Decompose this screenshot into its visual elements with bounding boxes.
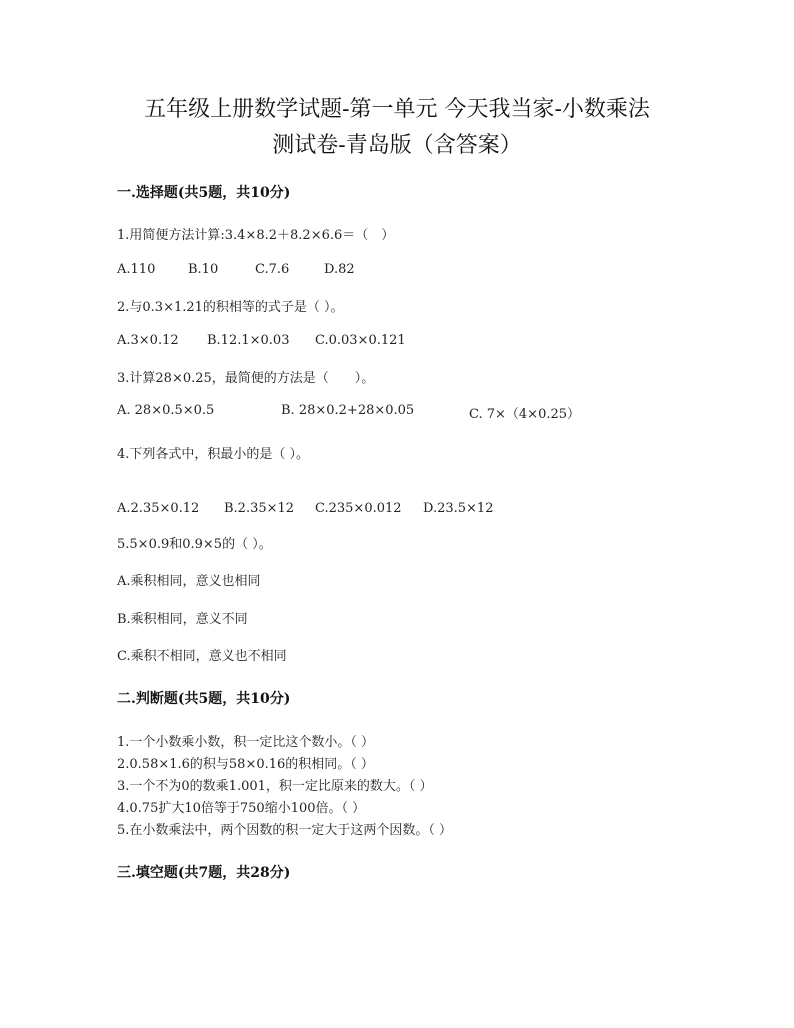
option-b: B. 28×0.2+28×0.05: [281, 403, 415, 418]
question-3-options: [117, 403, 580, 422]
question-5-option-b: B.乘积相同，意义不同: [117, 612, 248, 627]
option-b: B.12.1×0.03: [207, 333, 290, 348]
judgement-item-4: 4.0.75扩大10倍等于750缩小100倍。（ ）: [117, 801, 366, 816]
question-3: 3.计算28×0.25，最简便的方法是（ ）。: [117, 371, 375, 386]
option-a: A.110: [117, 262, 156, 277]
option-b: B.2.35×12: [224, 501, 295, 516]
section-heading-judgement: 二.判断题(共5题，共10分): [117, 691, 291, 707]
option-c: C. 7×（4×0.25）: [469, 407, 581, 422]
question-2: 2.与0.3×1.21的积相等的式子是（ ）。: [117, 300, 344, 315]
document-title-line-1: 五年级上册数学试题-第一单元 今天我当家-小数乘法: [144, 97, 650, 122]
question-1: 1.用简便方法计算:3.4×8.2＋8.2×6.6＝（ ）: [117, 228, 395, 243]
section-heading-choice: 一.选择题(共5题，共10分): [117, 185, 291, 201]
option-c: C.7.6: [255, 262, 290, 277]
question-5: 5.5×0.9和0.9×5的（ ）。: [117, 537, 272, 552]
option-b: B.10: [188, 262, 219, 277]
question-2-options: [117, 333, 406, 348]
section-heading-fill-blank: 三.填空题(共7题，共28分): [117, 865, 291, 881]
document-title-line-2: 测试卷-青岛版（含答案）: [272, 133, 522, 158]
option-a: A.2.35×0.12: [117, 501, 200, 516]
judgement-item-3: 3.一个不为0的数乘1.001，积一定比原来的数大。（ ）: [117, 779, 433, 794]
judgement-item-1: 1.一个小数乘小数，积一定比这个数小。（ ）: [117, 735, 375, 750]
judgement-item-5: 5.在小数乘法中，两个因数的积一定大于这两个因数。（ ）: [117, 823, 453, 838]
question-4: 4.下列各式中，积最小的是（ ）。: [117, 447, 310, 462]
question-1-options: [117, 262, 355, 277]
option-d: D.82: [324, 262, 355, 277]
judgement-item-2: 2.0.58×1.6的积与58×0.16的积相同。（ ）: [117, 757, 374, 772]
option-c: C.0.03×0.121: [315, 333, 406, 348]
question-4-options: [117, 501, 493, 516]
option-d: D.23.5×12: [423, 501, 494, 516]
option-c: C.235×0.012: [315, 501, 402, 516]
option-a: A.3×0.12: [117, 333, 179, 348]
question-5-option-a: A.乘积相同，意义也相同: [117, 574, 261, 589]
option-a: A. 28×0.5×0.5: [117, 403, 215, 418]
question-5-option-c: C.乘积不相同，意义也不相同: [117, 649, 287, 664]
